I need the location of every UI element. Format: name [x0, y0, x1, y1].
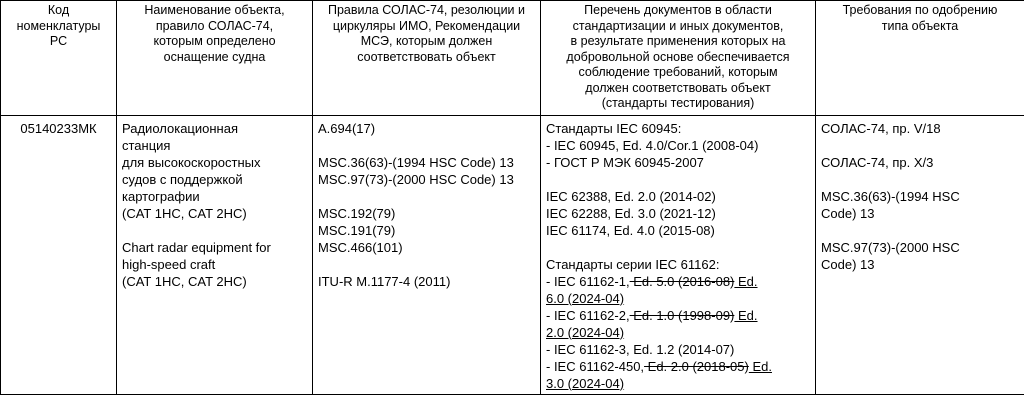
line-gap	[821, 171, 1020, 188]
standard-line	[546, 137, 811, 154]
text-line: MSC.97(73)-(2000 HSC Code) 13	[318, 171, 514, 187]
text-line: для высокоскоростных	[122, 154, 261, 170]
cell-standards	[541, 115, 816, 394]
text-line: MSC.36(63)-(1994 HSC Code) 13	[318, 154, 514, 170]
text-line: MSC.191(79)	[318, 222, 396, 238]
deleted-text: Ed. 2.0 (2018-05)	[644, 358, 749, 374]
header-text-line: должен соответствовать объект	[585, 80, 771, 95]
inserted-text: 6.0 (2024-04)	[546, 290, 625, 306]
deleted-text: Ed. 1.0 (1998-09)	[629, 307, 735, 323]
text-line: MSC.36(63)-(1994 HSC	[821, 188, 960, 204]
text-line: high-speed craft	[122, 256, 216, 272]
standard-line	[546, 341, 811, 358]
header-text-line: Требования по одобрению	[842, 3, 998, 17]
line-gap	[546, 239, 811, 256]
deleted-text: Ed. 5.0 (2016-08)	[629, 273, 735, 289]
standard-text: Стандарты серии IEC 61162:	[546, 256, 720, 272]
standard-line	[546, 290, 811, 307]
header-text-line: Наименование объекта,	[144, 3, 285, 17]
header-object-name	[117, 1, 313, 116]
standard-text: - ГОСТ Р МЭК 60945-2007	[546, 154, 704, 170]
standard-text: Стандарты IEC 60945:	[546, 120, 682, 136]
header-text-line: соблюдение требований, которым	[578, 65, 778, 79]
code-value: 05140233МК	[20, 120, 97, 136]
cell-object-name	[117, 115, 313, 394]
standard-line	[546, 324, 811, 341]
line-gap	[546, 171, 811, 188]
header-text-line: правило СОЛАС-74,	[155, 18, 274, 33]
standard-text: IEC 62288, Ed. 3.0 (2021-12)	[546, 205, 716, 221]
cell-rules	[313, 115, 541, 394]
standard-line	[546, 205, 811, 222]
header-text-line: которым определено	[153, 34, 276, 48]
line-gap	[318, 256, 536, 273]
standard-line	[546, 120, 811, 137]
cell-code	[1, 115, 117, 394]
header-text-line: МСЭ, которым должен	[360, 34, 493, 48]
text-line: станция	[122, 137, 171, 153]
cell-approval	[816, 115, 1024, 394]
header-text-line: в результате применения которых на	[570, 34, 786, 48]
inserted-text: 3.0 (2024-04)	[546, 375, 625, 391]
header-text-line: оснащение судна	[163, 49, 266, 64]
standard-line	[546, 256, 811, 273]
header-code	[1, 1, 117, 116]
header-text-line: циркуляры ИМО, Рекомендации	[332, 18, 521, 33]
inserted-text: Ed.	[734, 307, 758, 323]
header-approval	[816, 1, 1024, 116]
header-rules	[313, 1, 541, 116]
text-line: Code) 13	[821, 256, 875, 272]
standard-text: IEC 62388, Ed. 2.0 (2014-02)	[546, 188, 716, 204]
table-row	[1, 115, 1024, 394]
header-row	[1, 1, 1024, 116]
standard-text: - IEC 61162-3, Ed. 1.2 (2014-07)	[546, 341, 735, 357]
header-text-line: стандартизации и иных документов,	[572, 18, 784, 33]
standard-text: - IEC 61162-450,	[546, 358, 645, 374]
line-gap	[122, 222, 308, 239]
text-line: (CAT 1HC, CAT 2HC)	[122, 205, 247, 221]
inserted-text: 2.0 (2024-04)	[546, 324, 625, 340]
text-line: СОЛАС-74, пр. X/3	[821, 154, 934, 170]
standard-text: - IEC 60945, Ed. 4.0/Cor.1 (2008-04)	[546, 137, 759, 153]
standard-line	[546, 375, 811, 392]
standard-text: - IEC 61162-1,	[546, 273, 630, 289]
header-text-line: Перечень документов в области	[584, 3, 772, 17]
text-line: Code) 13	[821, 205, 875, 221]
header-text-line: типа объекта	[881, 18, 959, 33]
standard-line	[546, 358, 811, 375]
standard-line	[546, 273, 811, 290]
header-text-line: добровольной основе обеспечивается	[566, 49, 790, 64]
text-line: судов с поддержкой	[122, 171, 243, 187]
text-line: MSC.192(79)	[318, 205, 396, 221]
line-gap	[821, 222, 1020, 239]
header-text-line: Правила СОЛАС-74, резолюции и	[327, 3, 525, 17]
standard-text: IEC 61174, Ed. 4.0 (2015-08)	[546, 222, 715, 238]
header-text-line: соответствовать объект	[357, 49, 496, 64]
standard-line	[546, 188, 811, 205]
line-gap	[318, 188, 536, 205]
header-text-line: номенклатуры	[16, 18, 101, 33]
standard-line	[546, 154, 811, 171]
text-line: MSC.97(73)-(2000 HSC	[821, 239, 960, 255]
text-line: A.694(17)	[318, 120, 376, 136]
text-line: Радиолокационная	[122, 120, 238, 136]
header-text-line: РС	[49, 34, 68, 48]
header-standards	[541, 1, 816, 116]
text-line: ITU-R M.1177-4 (2011)	[318, 273, 451, 289]
text-line: Chart radar equipment for	[122, 239, 271, 255]
text-line: (CAT 1HC, CAT 2HC)	[122, 273, 247, 289]
inserted-text: Ed.	[748, 358, 772, 374]
line-gap	[821, 137, 1020, 154]
header-text-line: Код	[47, 3, 70, 17]
text-line: СОЛАС-74, пр. V/18	[821, 120, 941, 136]
inserted-text: Ed.	[734, 273, 758, 289]
line-gap	[318, 137, 536, 154]
standard-text: - IEC 61162-2,	[546, 307, 630, 323]
text-line: MSC.466(101)	[318, 239, 403, 255]
header-text-line: (стандарты тестирования)	[601, 96, 755, 110]
standard-line	[546, 222, 811, 239]
text-line: картографии	[122, 188, 200, 204]
standard-line	[546, 307, 811, 324]
